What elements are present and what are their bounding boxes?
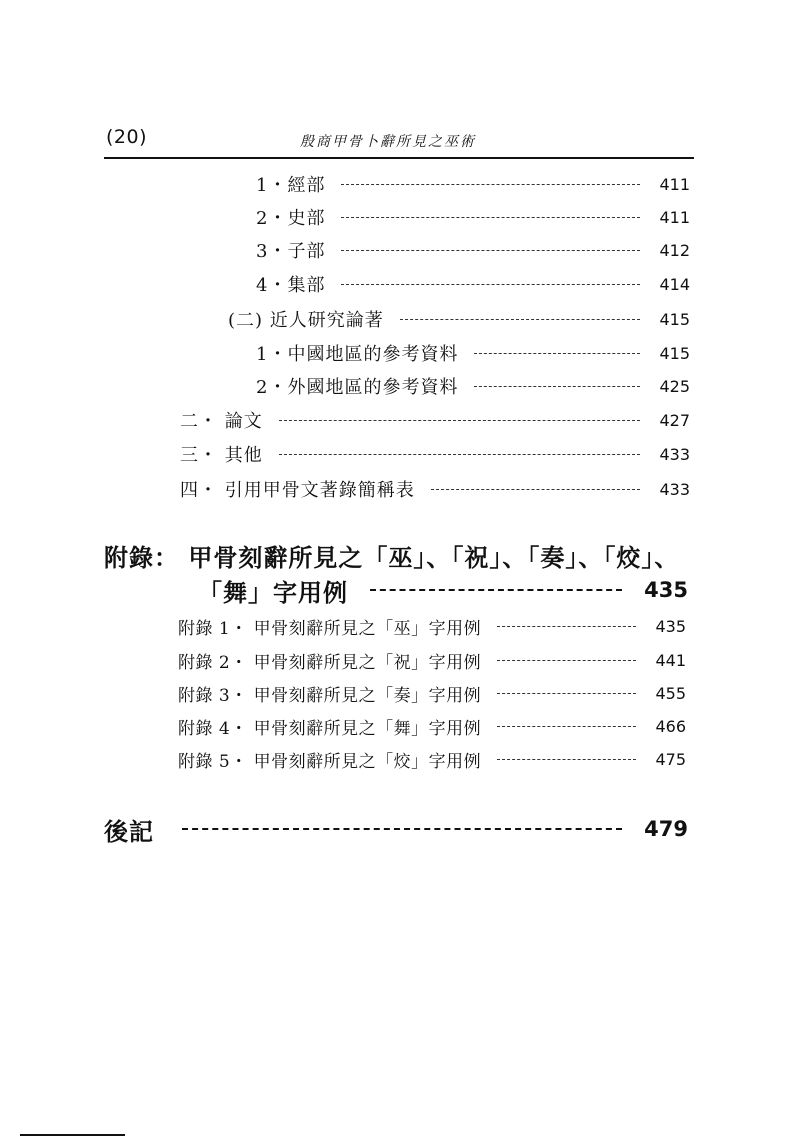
appendix-entry[interactable]: [178, 612, 686, 640]
dot-leader: [400, 319, 640, 320]
appendix-entry-label: 附錄 2・ 甲骨刻辭所見之「祝」字用例: [178, 652, 482, 673]
dot-leader: [370, 589, 622, 591]
header-rule: [104, 157, 694, 159]
dot-leader: [279, 420, 640, 421]
toc-entry-page: 415: [659, 343, 690, 363]
appendix-entry-page: 466: [655, 716, 686, 736]
toc-entry[interactable]: [180, 475, 690, 503]
appendix-entry-label: 附錄 4・ 甲骨刻辭所見之「舞」字用例: [178, 718, 482, 739]
toc-entry[interactable]: [256, 203, 690, 231]
dot-leader: [341, 250, 640, 251]
toc-entry-label: 四・ 引用甲骨文著錄簡稱表: [180, 480, 415, 501]
toc-entry[interactable]: [256, 236, 690, 264]
appendix-entry-label: 附錄 1・ 甲骨刻辭所見之「巫」字用例: [178, 618, 482, 639]
toc-entry-label: 二・ 論文: [180, 411, 263, 432]
appendix-entry-label: 附錄 3・ 甲骨刻辭所見之「奏」字用例: [178, 685, 482, 706]
toc-entry-page: 414: [659, 274, 690, 294]
toc-entry-page: 412: [659, 240, 690, 260]
dot-leader: [474, 386, 640, 387]
appendix-heading[interactable]: 附錄： 甲骨刻辭所見之「巫」、「祝」、「奏」、「烄」、: [104, 543, 680, 572]
dot-leader: [279, 454, 640, 455]
dot-leader: [341, 217, 640, 218]
page-number: (20): [106, 126, 148, 148]
toc-entry-page: 427: [659, 410, 690, 430]
toc-entry-label: (二) 近人研究論著: [228, 310, 384, 331]
running-title: 殷商甲骨卜辭所見之巫術: [300, 134, 476, 150]
toc-entry-page: 415: [659, 309, 690, 329]
appendix-entry-label: 附錄 5・ 甲骨刻辭所見之「烄」字用例: [178, 751, 482, 772]
appendix-entry[interactable]: [178, 712, 686, 740]
toc-entry-label: 三・ 其他: [180, 445, 263, 466]
toc-entry-page: 411: [659, 207, 690, 227]
toc-entry[interactable]: [256, 372, 690, 400]
dot-leader: [182, 828, 622, 830]
appendix-entry-page: 475: [655, 749, 686, 769]
toc-entry-label: 4・集部: [256, 275, 326, 296]
dot-leader: [497, 759, 636, 760]
toc-entry-label: 1・經部: [256, 175, 326, 196]
footer-rule: [20, 1134, 125, 1136]
postscript-page: 479: [644, 817, 688, 841]
appendix-entry-page: 455: [655, 683, 686, 703]
toc-entry[interactable]: [256, 170, 690, 198]
dot-leader: [341, 184, 640, 185]
postscript-label: 後記: [104, 816, 154, 846]
toc-entry-page: 411: [659, 174, 690, 194]
appendix-heading-continuation[interactable]: [198, 572, 688, 608]
appendix-heading-page: 435: [644, 578, 688, 602]
toc-entry[interactable]: [228, 305, 690, 333]
appendix-entry[interactable]: [178, 646, 686, 674]
toc-entry[interactable]: [256, 339, 690, 367]
toc-entry[interactable]: [180, 406, 690, 434]
toc-entry[interactable]: [180, 440, 690, 468]
toc-entry-page: 425: [659, 376, 690, 396]
dot-leader: [497, 626, 636, 627]
toc-entry-page: 433: [659, 479, 690, 499]
dot-leader: [497, 693, 636, 694]
dot-leader: [474, 353, 640, 354]
dot-leader: [497, 726, 636, 727]
dot-leader: [431, 489, 640, 490]
toc-entry-page: 433: [659, 444, 690, 464]
toc-entry[interactable]: [256, 270, 690, 298]
toc-entry-label: 2・外國地區的參考資料: [256, 377, 459, 398]
appendix-entry[interactable]: [178, 679, 686, 707]
dot-leader: [497, 660, 636, 661]
toc-entry-label: 2・史部: [256, 208, 326, 229]
appendix-entry-page: 441: [655, 650, 686, 670]
appendix-entry[interactable]: [178, 745, 686, 773]
appendix-heading-label: 「舞」字用例: [198, 577, 348, 607]
toc-entry-label: 3・子部: [256, 241, 326, 262]
toc-entry-label: 1・中國地區的參考資料: [256, 344, 459, 365]
postscript-entry[interactable]: [104, 810, 688, 848]
dot-leader: [341, 284, 640, 285]
appendix-entry-page: 435: [655, 616, 686, 636]
